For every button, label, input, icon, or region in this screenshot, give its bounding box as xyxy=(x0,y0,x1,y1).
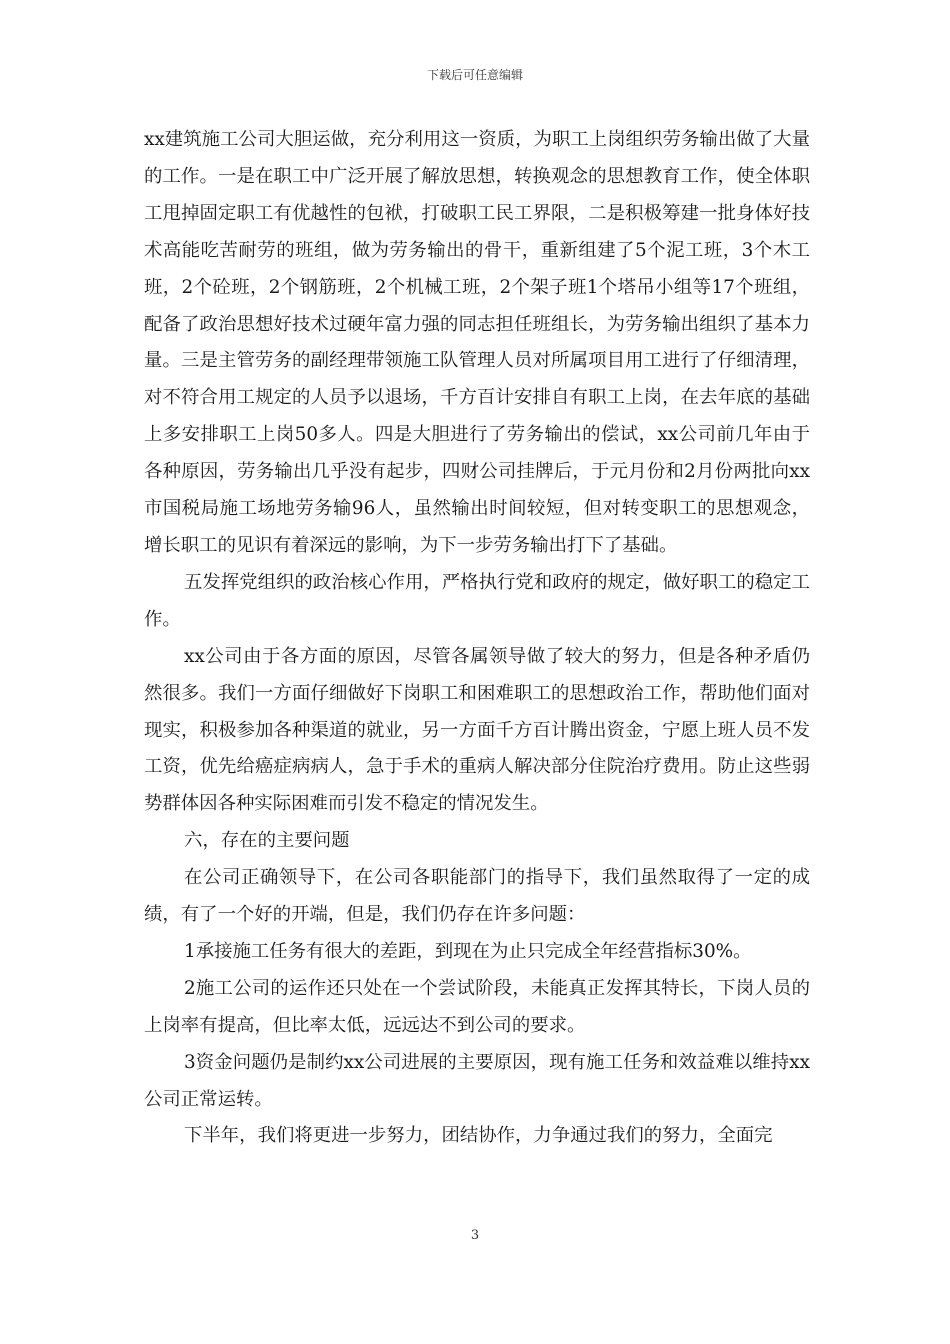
section-heading: 六，存在的主要问题 xyxy=(184,830,350,852)
page-header: 下载后可任意编辑 xyxy=(426,68,523,82)
paragraph-3: xx公司由于各方面的原因，尽管各属领导做了较大的努力，但是各种矛盾仍然很多。我们一方面仔细做好下岗职工和困难职工的思想政治工作，帮助他们面对现实，积极参加各种渠道的就业，另一方面千方百计腾出资金，宁愿上班人员不发工资，优先给癌症病病人，急于手术的重病人解决部分住院治疗费用。防止这些弱势群体因各种实际困难而引发不稳定的情况发生。 xyxy=(144,645,810,815)
paragraph-5: 在公司正确领导下，在公司各职能部门的指导下，我们虽然取得了一定的成绩，有了一个好的开端，但是，我们仍存在许多问题： xyxy=(144,867,810,926)
list-item-1: 1承接施工任务有很大的差距，到现在为止只完成全年经营指标30%。 xyxy=(184,940,752,962)
paragraph-9: 下半年，我们将更进一步努力，团结协作，力争通过我们的努力，全面完 xyxy=(184,1125,773,1147)
paragraph-2: 五发挥党组织的政治核心作用，严格执行党和政府的规定，做好职工的稳定工作。 xyxy=(144,571,810,630)
page-number: 3 xyxy=(470,1228,480,1243)
document-body xyxy=(144,122,810,1155)
paragraph-1: xx建筑施工公司大胆运做，充分利用这一资质，为职工上岗组织劳务输出做了大量的工作。一是在职工中广泛开展了解放思想，转换观念的思想教育工作，使全体职工甩掉固定职工有优越性的包袱，打破职工民工界限，二是积极筹建一批身体好技术高能吃苦耐劳的班组，做为劳务输出的骨干，重新组建了5个泥工班，3个木工班，2个砼班，2个钢筋班，2个机械工班，2个架子班1个塔吊小组等17个班组，配备了政治思想好技术过硬年富力强的同志担任班组长，为劳务输出组织了基本力量。三是主管劳务的副经理带领施工队管理人员对所属项目用工进行了仔细清理，对不符合用工规定的人员予以退场，千方百计安排自有职工上岗，在去年底的基础上多安排职工上岗50多人。四是大胆进行了劳务输出的偿试，xx公司前几年由于各种原因，劳务输出几乎没有起步，四财公司挂牌后，于元月份和2月份两批向xx市国税局施工场地劳务输96人，虽然输出时间较短，但对转变职工的思想观念，增长职工的见识有着深远的影响，为下一步劳务输出打下了基础。 xyxy=(144,129,810,556)
list-item-3: 3资金问题仍是制约xx公司进展的主要原因，现有施工任务和效益难以维持xx公司正常运转。 xyxy=(144,1051,810,1110)
list-item-2: 2施工公司的运作还只处在一个尝试阶段，未能真正发挥其特长，下岗人员的上岗率有提高，但比率太低，远远达不到公司的要求。 xyxy=(144,977,810,1036)
